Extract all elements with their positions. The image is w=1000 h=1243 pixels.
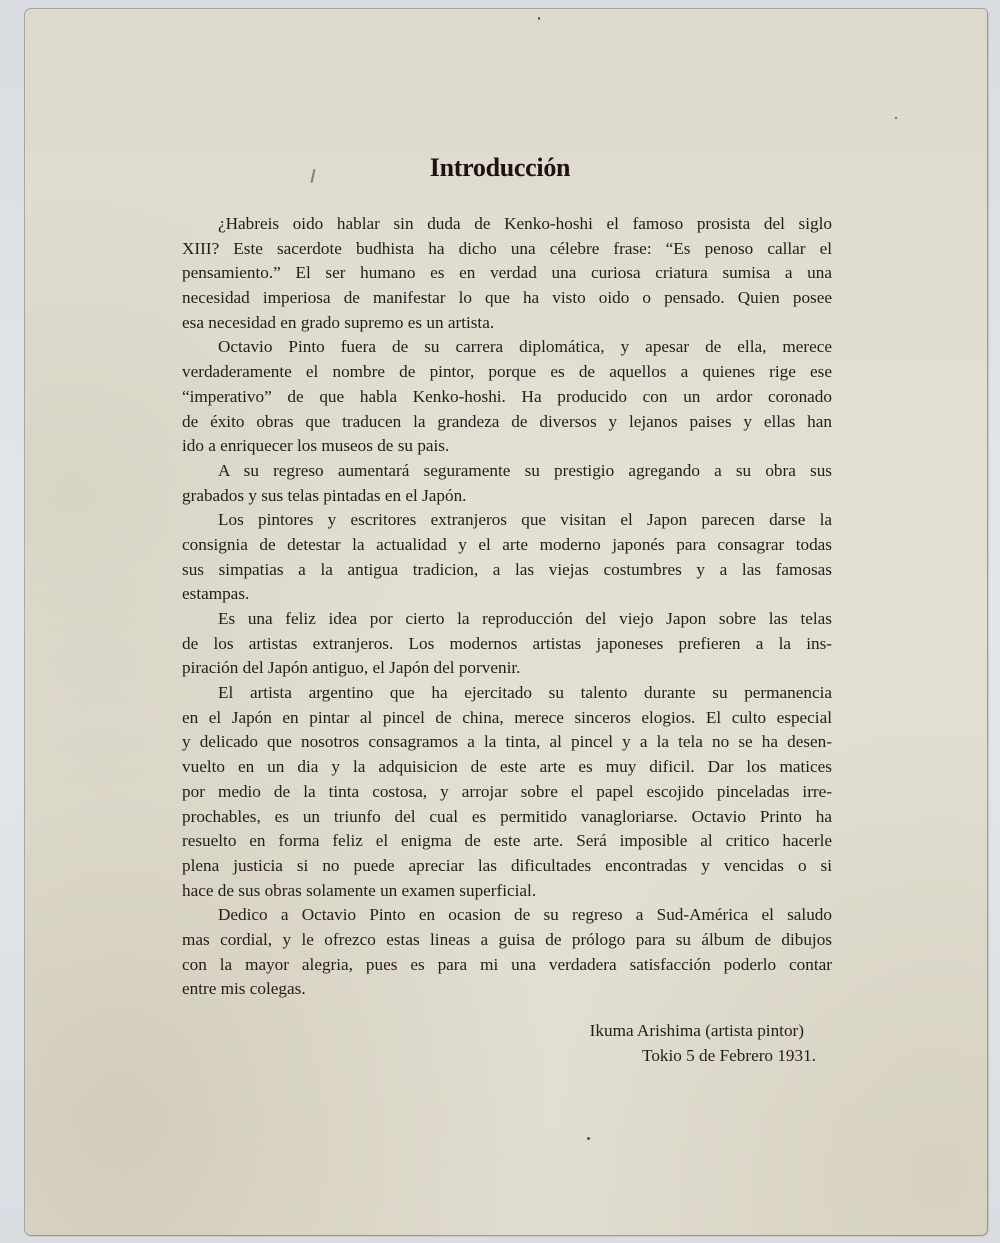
text-line: mas cordial, y le ofrezco estas lineas a guisa de prólogo para su álbum de dibujos bbox=[182, 929, 832, 949]
text-line: XIII? Este sacerdote budhista ha dicho una célebre frase: “Es penoso callar el bbox=[182, 238, 832, 258]
document-body bbox=[182, 212, 832, 1002]
paragraph bbox=[182, 212, 832, 335]
text-line: de los artistas extranjeros. Los modernos artistas japoneses prefieren a la ins- bbox=[182, 633, 832, 653]
page-title: Introducción bbox=[429, 153, 571, 182]
text-line: Dedico a Octavio Pinto en ocasion de su regreso a Sud-América el saludo bbox=[218, 905, 832, 925]
signature-block bbox=[589, 1018, 816, 1068]
text-line: A su regreso aumentará seguramente su prestigio agregando a su obra sus bbox=[218, 460, 832, 480]
paper-speck bbox=[895, 117, 897, 119]
text-line: ido a enriquecer los museos de su pais. bbox=[182, 436, 450, 456]
text-line: “imperativo” de que habla Kenko-hoshi. Ha producido con un ardor coronado bbox=[182, 386, 832, 406]
paragraph bbox=[182, 459, 832, 508]
text-line: y delicado que nosotros consagramos a la tinta, al pincel y a la tela no se ha desen- bbox=[182, 732, 832, 752]
text-line: grabados y sus telas pintadas en el Japón. bbox=[182, 485, 467, 505]
text-line: piración del Japón antiguo, el Japón del porvenir. bbox=[182, 658, 521, 678]
text-line: de éxito obras que traducen la grandeza de diversos y lejanos paises y ellas han bbox=[182, 411, 832, 431]
text-line: en el Japón en pintar al pincel de china, merece sinceros elogios. El culto especial bbox=[182, 707, 832, 727]
text-line: verdaderamente el nombre de pintor, porque es de aquellos a quienes rige ese bbox=[182, 362, 832, 382]
text-line: hace de sus obras solamente un examen superficial. bbox=[182, 880, 537, 900]
text-line: resuelto en forma feliz el enigma de este arte. Será imposible al critico hacerle bbox=[182, 831, 832, 851]
text-line: por medio de la tinta costosa, y arrojar sobre el papel escojido pinceladas irre- bbox=[182, 781, 832, 801]
text-line: sus simpatias a la antigua tradicion, a las viejas costumbres y a las famosas bbox=[182, 559, 832, 579]
text-line: con la mayor alegria, pues es para mi una verdadera satisfacción poderlo contar bbox=[182, 954, 832, 974]
text-line: Los pintores y escritores extranjeros que visitan el Japon parecen darse la bbox=[218, 510, 832, 530]
text-line: estampas. bbox=[182, 584, 250, 604]
paper-speck bbox=[587, 1137, 590, 1140]
text-line: entre mis colegas. bbox=[182, 979, 306, 999]
text-line: ¿Habreis oido hablar sin duda de Kenko-hoshi el famoso prosista del siglo bbox=[218, 214, 832, 233]
paragraph bbox=[182, 607, 832, 681]
signature-author: Ikuma Arishima (artista pintor) bbox=[589, 1021, 804, 1040]
text-line: prochables, es un triunfo del cual es permitido vanagloriarse. Octavio Printo ha bbox=[182, 806, 832, 826]
text-line: consignia de detestar la actualidad y el arte moderno japonés para consagrar todas bbox=[182, 534, 832, 554]
paragraph bbox=[182, 508, 832, 607]
text-line: plena justicia si no puede apreciar las dificultades encontradas y vencidas o si bbox=[182, 855, 832, 875]
paragraph bbox=[182, 903, 832, 1002]
text-line: vuelto en un dia y la adquisicion de este arte es muy dificil. Dar los matices bbox=[182, 757, 832, 777]
paragraph bbox=[182, 681, 832, 903]
signature-place-date: Tokio 5 de Febrero 1931. bbox=[642, 1046, 816, 1065]
text-line: El artista argentino que ha ejercitado su talento durante su permanencia bbox=[218, 683, 832, 703]
paper-speck bbox=[538, 17, 540, 20]
text-line: pensamiento.” El ser humano es en verdad una curiosa criatura sumisa a una bbox=[182, 263, 832, 283]
text-line: necesidad imperiosa de manifestar lo que ha visto oido o pensado. Quien posee bbox=[182, 288, 832, 308]
text-line: esa necesidad en grado supremo es un artista. bbox=[182, 312, 495, 332]
paragraph bbox=[182, 335, 832, 458]
text-line: Es una feliz idea por cierto la reproducción del viejo Japon sobre las telas bbox=[218, 609, 832, 628]
text-line: Octavio Pinto fuera de su carrera diplomática, y apesar de ella, merece bbox=[218, 337, 832, 357]
